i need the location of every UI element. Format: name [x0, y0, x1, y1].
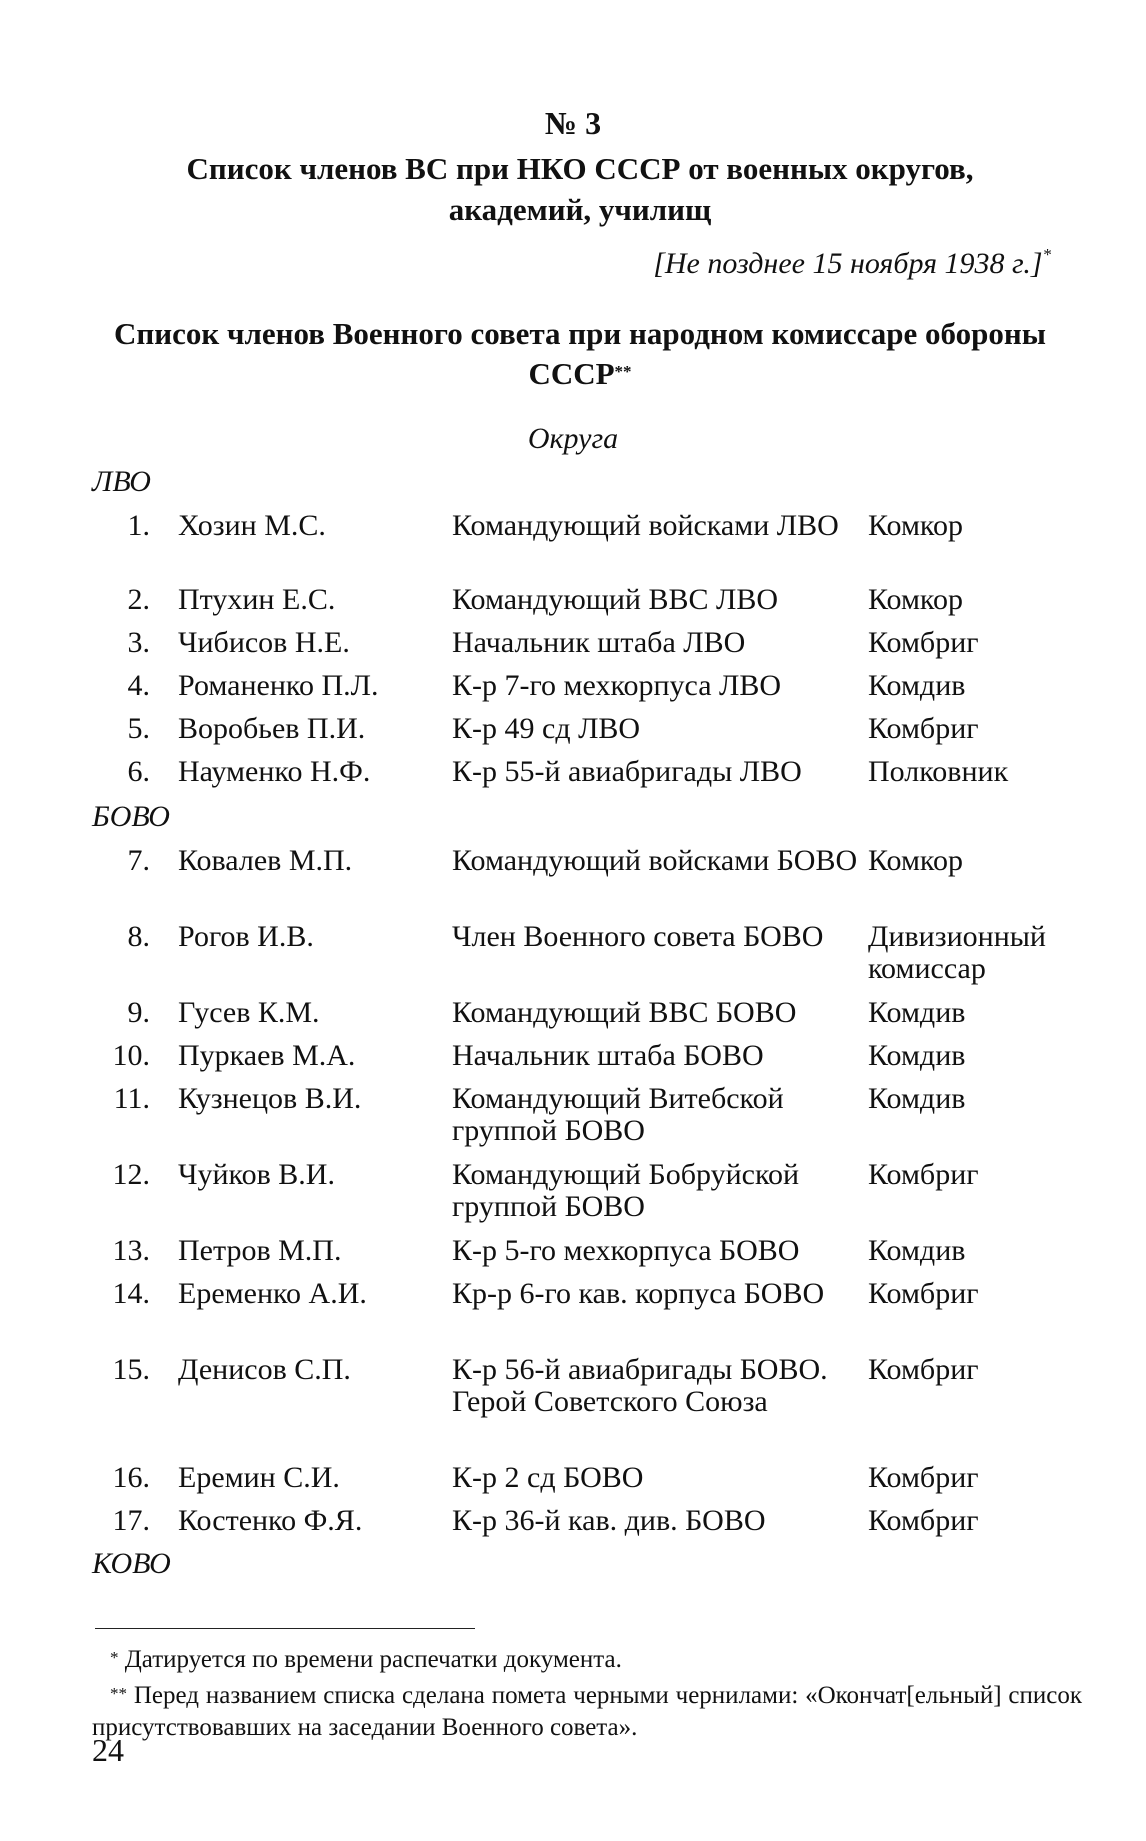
- member-rank: Комбриг: [868, 1461, 979, 1494]
- member-name: Петров М.П.: [178, 1234, 342, 1267]
- member-position: К-р 56-й авиабригады БОВО. Герой Советского Союза: [452, 1353, 828, 1418]
- member-position: Начальник штаба ЛВО: [452, 626, 746, 659]
- member-position: Командующий войсками БОВО: [452, 844, 858, 877]
- member-name: Романенко П.Л.: [178, 669, 379, 702]
- member-position: Командующий ВВС ЛВО: [452, 583, 779, 616]
- row-number: 1.: [127, 509, 150, 542]
- member-position: Командующий Бобруйской группой БОВО: [452, 1158, 800, 1223]
- member-rank: Комдив: [868, 669, 966, 702]
- row-number: 17.: [112, 1504, 150, 1537]
- row-number: 15.: [112, 1353, 150, 1386]
- row-number: 14.: [112, 1277, 150, 1310]
- member-position: Командующий Витебской группой БОВО: [452, 1082, 784, 1147]
- district-heading-bovo: БОВО: [92, 800, 170, 833]
- member-position: К-р 55-й авиабригады ЛВО: [452, 755, 802, 788]
- footnote-mark: *: [110, 1648, 119, 1667]
- member-name: Кузнецов В.И.: [178, 1082, 362, 1115]
- member-rank: Комкор: [868, 509, 963, 542]
- member-rank: Комдив: [868, 1234, 966, 1267]
- row-number: 5.: [127, 712, 150, 745]
- member-rank: Комкор: [868, 844, 963, 877]
- member-rank: Комбриг: [868, 712, 979, 745]
- member-rank: Комбриг: [868, 626, 979, 659]
- footnote-2: [92, 1680, 1082, 1744]
- member-name: Костенко Ф.Я.: [178, 1504, 363, 1537]
- footnote-text: Перед названием списка сделана помета черными чернилами: «Окончат[ельный] список присутствовавших на заседании Военного совета».: [92, 1682, 1083, 1741]
- list-title-footnote-mark: **: [614, 362, 632, 381]
- row-number: 9.: [127, 996, 150, 1029]
- row-number: 13.: [112, 1234, 150, 1267]
- member-rank: Комдив: [868, 1039, 966, 1072]
- member-position: Кр-р 6-го кав. корпуса БОВО: [452, 1277, 825, 1310]
- member-rank: Полковник: [868, 755, 1009, 788]
- date-footnote-mark: *: [1042, 245, 1051, 264]
- row-number: 11.: [113, 1082, 150, 1115]
- district-heading-lvo: ЛВО: [92, 465, 151, 498]
- row-number: 12.: [112, 1158, 150, 1191]
- member-name: Еремин С.И.: [178, 1461, 340, 1494]
- row-number: 7.: [127, 844, 150, 877]
- member-rank: Комдив: [868, 1082, 966, 1115]
- footnote-text: Датируется по времени распечатки документа.: [124, 1646, 622, 1673]
- member-name: Еременко А.И.: [178, 1277, 367, 1310]
- member-rank: Комдив: [868, 996, 966, 1029]
- member-name: Воробьев П.И.: [178, 712, 366, 745]
- footnote-1: [110, 1644, 1070, 1676]
- member-position: Начальник штаба БОВО: [452, 1039, 764, 1072]
- member-position: Командующий войсками ЛВО: [452, 509, 839, 542]
- member-rank: Комбриг: [868, 1504, 979, 1537]
- section-heading: Округа: [527, 422, 619, 455]
- row-number: 6.: [127, 755, 150, 788]
- row-number: 8.: [127, 920, 150, 953]
- row-number: 4.: [127, 669, 150, 702]
- page-number: 24: [92, 1732, 124, 1768]
- member-name: Гусев К.М.: [178, 996, 320, 1029]
- member-position: К-р 2 сд БОВО: [452, 1461, 644, 1494]
- list-title: [110, 314, 1050, 394]
- member-position: Командующий ВВС БОВО: [452, 996, 797, 1029]
- member-rank: Дивизионный комиссар: [868, 920, 1046, 985]
- member-name: Хозин М.С.: [178, 509, 326, 542]
- document-date: [653, 247, 1051, 281]
- member-position: К-р 7-го мехкорпуса ЛВО: [452, 669, 782, 702]
- list-title-text: Список членов Военного совета при народном комиссаре обороны СССР: [114, 316, 1046, 391]
- footnote-mark: **: [110, 1684, 127, 1703]
- row-number: 16.: [112, 1461, 150, 1494]
- member-name: Пуркаев М.А.: [178, 1039, 356, 1072]
- member-name: Чибисов Н.Е.: [178, 626, 350, 659]
- row-number: 10.: [112, 1039, 150, 1072]
- member-position: К-р 49 сд ЛВО: [452, 712, 641, 745]
- member-name: Рогов И.В.: [178, 920, 314, 953]
- member-name: Денисов С.П.: [178, 1353, 351, 1386]
- member-rank: Комкор: [868, 583, 963, 616]
- member-rank: Комбриг: [868, 1158, 979, 1191]
- row-number: 3.: [127, 626, 150, 659]
- member-position: Член Военного совета БОВО: [452, 920, 824, 953]
- member-rank: Комбриг: [868, 1353, 979, 1386]
- member-name: Птухин Е.С.: [178, 583, 336, 616]
- member-name: Науменко Н.Ф.: [178, 755, 371, 788]
- document-title: Список членов ВС при НКО СССР от военных округов, академий, училищ: [186, 151, 974, 227]
- district-heading-kovo: КОВО: [92, 1547, 171, 1580]
- member-name: Ковалев М.П.: [178, 844, 353, 877]
- document-date-text: [Не позднее 15 ноября 1938 г.]: [653, 247, 1043, 280]
- document-number: № 3: [544, 105, 602, 141]
- footnote-divider: [95, 1628, 475, 1629]
- member-position: К-р 36-й кав. див. БОВО: [452, 1504, 766, 1537]
- member-position: К-р 5-го мехкорпуса БОВО: [452, 1234, 800, 1267]
- member-name: Чуйков В.И.: [178, 1158, 335, 1191]
- row-number: 2.: [127, 583, 150, 616]
- member-rank: Комбриг: [868, 1277, 979, 1310]
